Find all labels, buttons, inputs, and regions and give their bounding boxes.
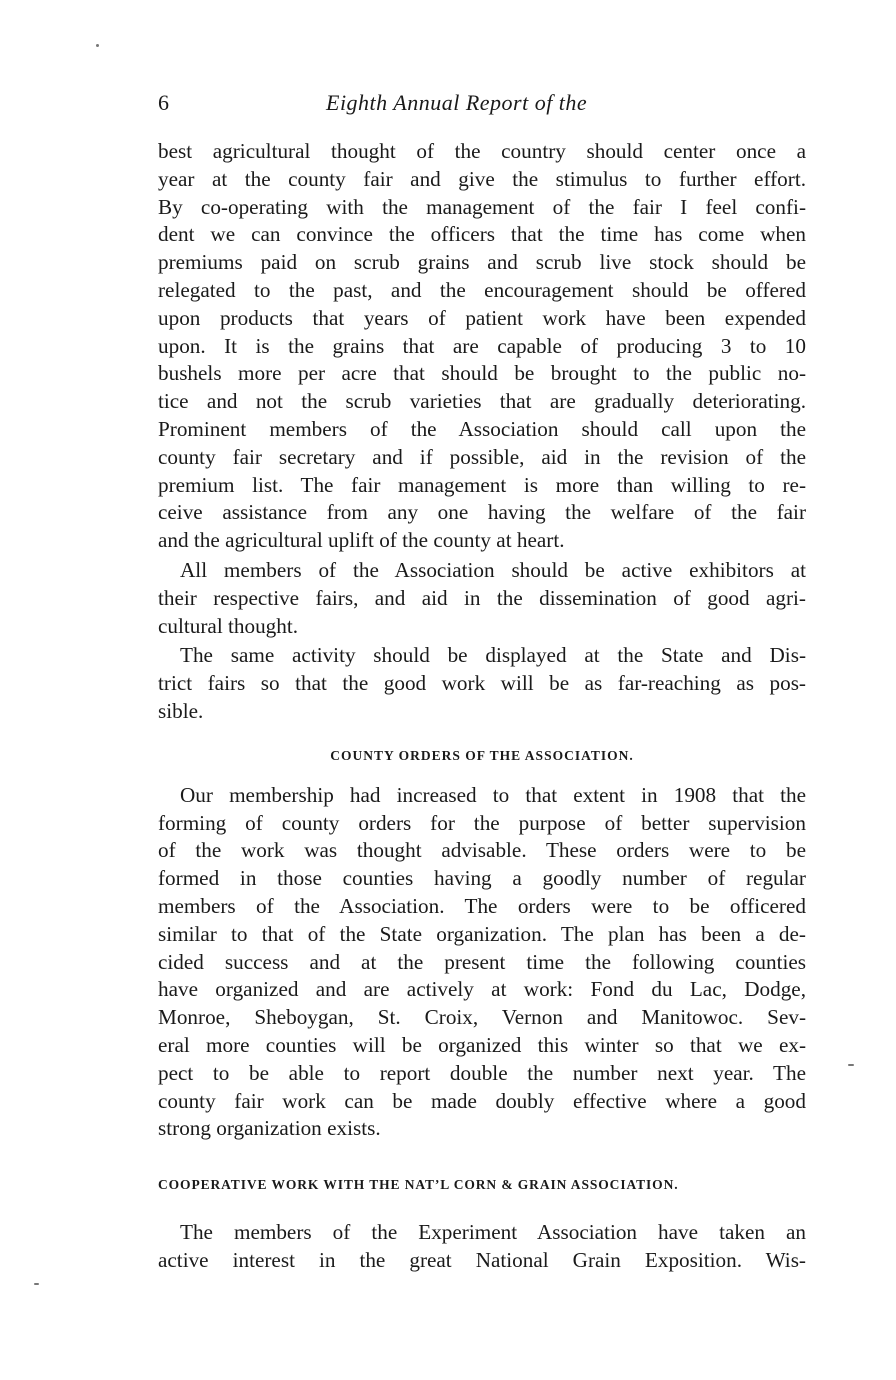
paragraph-exhibitors xyxy=(158,557,806,640)
text-line: All members of the Association should be active exhibitors at xyxy=(180,557,806,582)
text-line: The members of the Experiment Association have taken an xyxy=(180,1220,806,1245)
running-title: Eighth Annual Report of the xyxy=(326,90,588,115)
text-line: trict fairs so that the good work will be as far-reaching as pos- xyxy=(158,671,806,696)
text-line: forming of county orders for the purpose of better supervision xyxy=(158,810,806,835)
text-line: upon products that years of patient work have been expended xyxy=(158,305,806,330)
section-heading-cooperative-work: COOPERATIVE WORK WITH THE NAT’L CORN & GRAIN ASSOCIATION. xyxy=(158,1177,679,1193)
text-line: premiums paid on scrub grains and scrub live stock should be xyxy=(158,250,806,275)
text-line: strong organization exists. xyxy=(158,1116,381,1141)
text-line: dent we can convince the officers that the time has come when xyxy=(158,222,806,247)
text-line: Prominent members of the Association should call upon the xyxy=(158,416,806,441)
text-line: cided success and at the present time the following counties xyxy=(158,949,806,974)
text-line: premium list. The fair management is more than willing to re- xyxy=(158,472,806,497)
text-line: active interest in the great National Grain Exposition. Wis- xyxy=(158,1247,806,1272)
text-line: bushels more per acre that should be brought to the public no- xyxy=(158,361,806,386)
text-line: upon. It is the grains that are capable of producing 3 to 10 xyxy=(158,333,806,358)
text-line: The same activity should be displayed at the State and Dis- xyxy=(180,643,806,668)
paragraph-fair-stimulus xyxy=(158,138,806,555)
text-line: of the work was thought advisable. These orders were to be xyxy=(158,838,806,863)
text-line: county fair secretary and if possible, aid in the revision of the xyxy=(158,444,806,469)
text-line: relegated to the past, and the encouragement should be offered xyxy=(158,277,806,302)
document-page xyxy=(158,84,806,1275)
text-line: county fair work can be made doubly effective where a good xyxy=(158,1088,806,1113)
text-line: best agricultural thought of the country should center once a xyxy=(158,139,806,163)
text-line: and the agricultural uplift of the county at heart. xyxy=(158,528,565,553)
text-line: Our membership had increased to that extent in 1908 that the xyxy=(180,782,806,807)
text-line: year at the county fair and give the stimulus to further effort. xyxy=(158,166,806,191)
text-line: ceive assistance from any one having the welfare of the fair xyxy=(158,500,806,525)
text-line: members of the Association. The orders were to be officered xyxy=(158,893,806,918)
paragraph-grain-exposition xyxy=(158,1219,806,1275)
running-header xyxy=(158,84,806,124)
text-line: cultural thought. xyxy=(158,613,299,638)
page-speck xyxy=(848,1064,854,1066)
text-line: have organized and are actively at work: Fond du Lac, Dodge, xyxy=(158,977,806,1002)
text-line: sible. xyxy=(158,698,204,723)
text-line: their respective fairs, and aid in the dissemination of good agri- xyxy=(158,585,806,610)
page-speck xyxy=(96,44,99,47)
section-heading-county-orders: COUNTY ORDERS OF THE ASSOCIATION. xyxy=(330,747,634,763)
text-line: pect to be able to report double the number next year. The xyxy=(158,1060,806,1085)
text-line: By co-operating with the management of the fair I feel confi- xyxy=(158,194,806,219)
text-line: Monroe, Sheboygan, St. Croix, Vernon and Manitowoc. Sev- xyxy=(158,1005,806,1030)
text-line: eral more counties will be organized this winter so that we ex- xyxy=(158,1032,806,1057)
page-number: 6 xyxy=(158,90,169,115)
text-line: tice and not the scrub varieties that are gradually deteriorating. xyxy=(158,389,806,414)
text-line: similar to that of the State organization. The plan has been a de- xyxy=(158,921,806,946)
page-speck xyxy=(34,1283,39,1285)
paragraph-state-district-fairs xyxy=(158,642,806,725)
text-line: formed in those counties having a goodly number of regular xyxy=(158,866,806,891)
paragraph-county-orders xyxy=(158,782,806,1143)
